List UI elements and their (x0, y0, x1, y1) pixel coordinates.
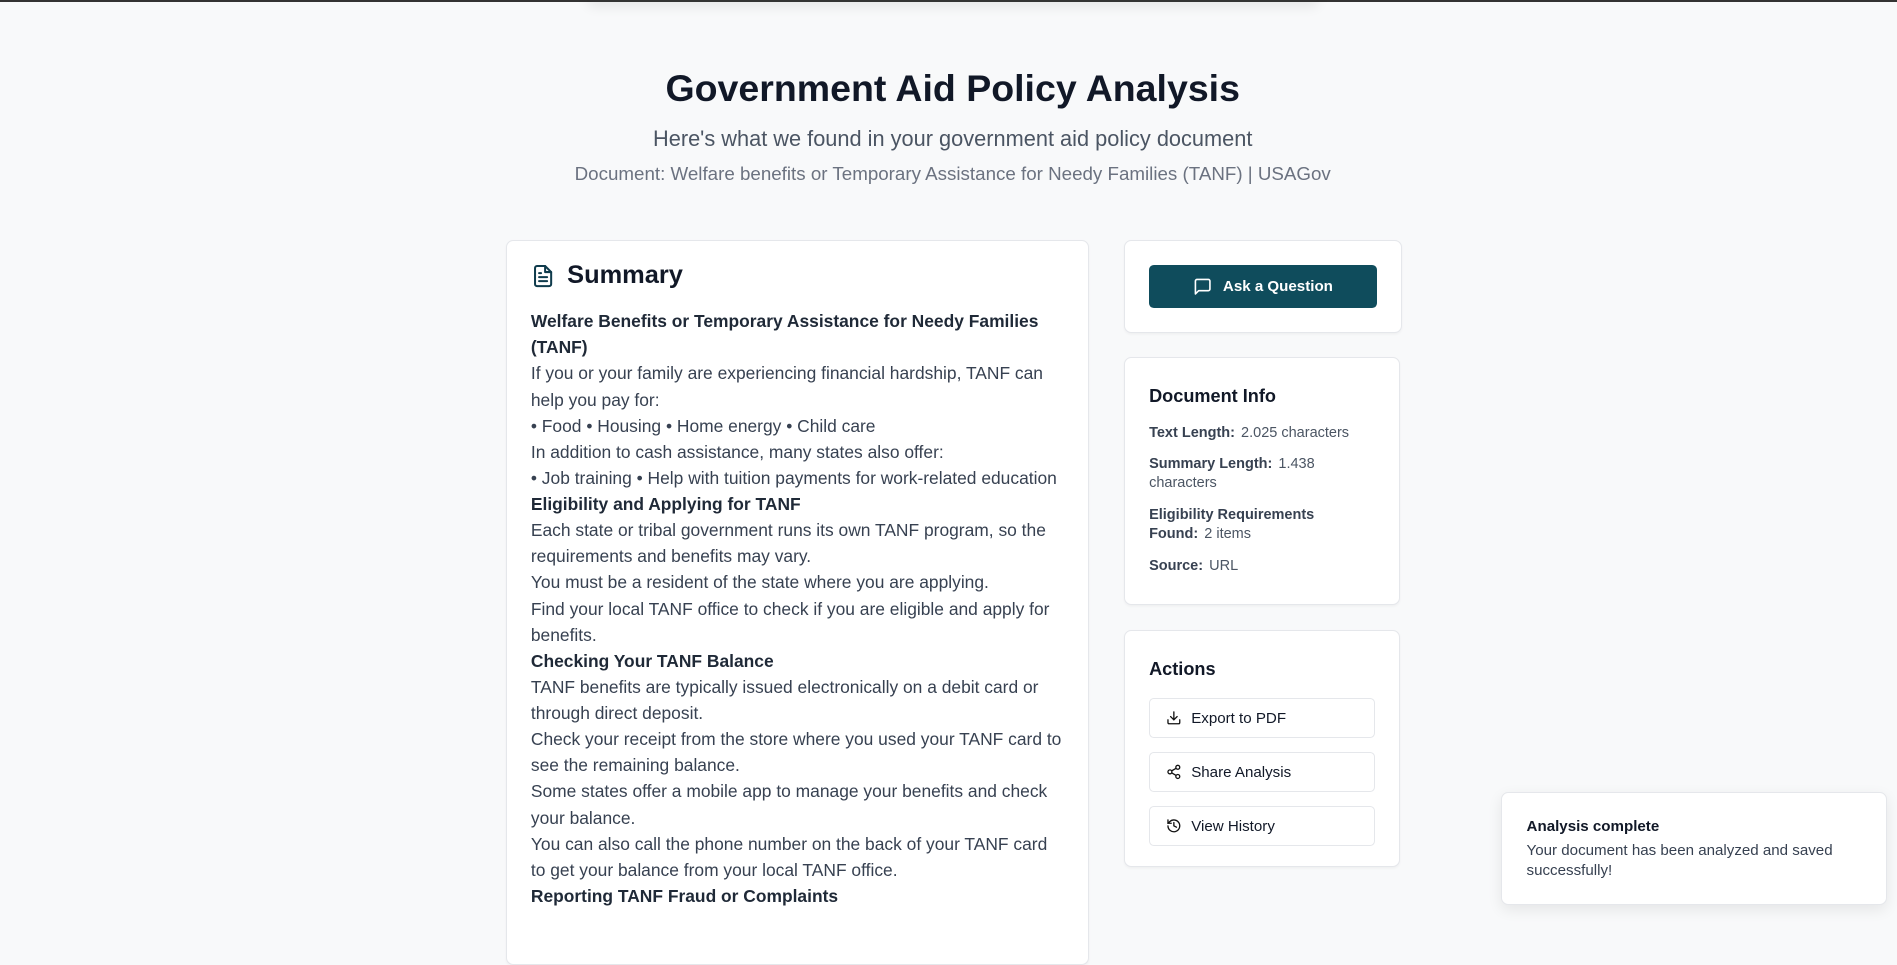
info-summary-length (1149, 455, 1374, 494)
ask-question-button[interactable] (1149, 265, 1376, 309)
info-key: Summary Length: (1149, 456, 1273, 473)
info-key: Eligibility Requirements Found: (1149, 506, 1315, 543)
summary-title: Summary (567, 261, 683, 290)
summary-heading: Welfare Benefits or Temporary Assistance for Needy Families (TANF) (530, 311, 1039, 358)
toast-notification (1501, 792, 1887, 905)
message-icon (1193, 277, 1212, 296)
toast-title: Analysis complete (1526, 817, 1660, 835)
download-icon (1166, 710, 1182, 726)
summary-heading: Checking Your TANF Balance (530, 650, 774, 671)
ask-card (1124, 240, 1402, 334)
view-history-button[interactable] (1149, 806, 1374, 846)
summary-paragraph: • Job training • Help with tuition payments for work-related education (530, 467, 1057, 488)
summary-paragraph: • Food • Housing • Home energy • Child care (530, 415, 876, 436)
summary-paragraph: You must be a resident of the state where you are applying. (530, 572, 989, 593)
page-title: Government Aid Policy Analysis (665, 66, 1240, 109)
info-value: 1.438 characters (1149, 456, 1315, 492)
summary-paragraph: You can also call the phone number on the back of your TANF card to get your balance from your local TANF office. (530, 833, 1048, 880)
info-key: Source: (1149, 557, 1204, 574)
info-text-length (1149, 424, 1374, 443)
page-subtitle: Here's what we found in your government aid policy document (653, 126, 1253, 152)
export-pdf-label: Export to PDF (1191, 709, 1287, 727)
info-key: Text Length: (1149, 424, 1235, 441)
summary-paragraph: Check your receipt from the store where you used your TANF card to see the remaining balance. (530, 729, 1062, 776)
summary-paragraph: TANF benefits are typically issued electronically on a debit card or through direct deposit. (530, 676, 1039, 724)
info-value: 2 items (1204, 526, 1251, 543)
view-history-label: View History (1191, 817, 1275, 835)
summary-paragraph: Find your local TANF office to check if you are eligible and apply for benefits. (530, 598, 1050, 645)
page-header (0, 67, 1897, 186)
summary-heading: Eligibility and Applying for TANF (530, 494, 801, 515)
actions-title: Actions (1149, 659, 1216, 680)
history-icon (1166, 818, 1182, 834)
document-name: Document: Welfare benefits or Temporary Assistance for Needy Families (TANF) | USAGov (574, 163, 1331, 185)
summary-paragraph: In addition to cash assistance, many states also offer: (530, 441, 944, 462)
toast-message: Your document has been analyzed and saved successfully! (1526, 841, 1833, 880)
export-pdf-button[interactable] (1149, 698, 1374, 738)
info-value: URL (1209, 557, 1239, 574)
info-value: 2.025 characters (1241, 424, 1350, 441)
summary-text (531, 308, 1064, 909)
summary-card (506, 240, 1089, 965)
info-eligibility (1149, 506, 1374, 545)
document-icon (531, 264, 555, 288)
summary-paragraph: If you or your family are experiencing financial hardship, TANF can help you pay for: (530, 363, 1043, 410)
summary-heading: Reporting TANF Fraud or Complaints (530, 885, 839, 906)
summary-paragraph: Some states offer a mobile app to manage your benefits and check your balance. (530, 781, 1048, 828)
ask-question-label: Ask a Question (1222, 277, 1333, 295)
info-source (1149, 557, 1374, 576)
summary-paragraph: Each state or tribal government runs its own TANF program, so the requirements and benefits may vary. (530, 520, 1046, 567)
document-info-title: Document Info (1149, 385, 1276, 406)
share-analysis-button[interactable] (1149, 752, 1374, 792)
document-info-card (1124, 357, 1400, 605)
actions-card (1124, 630, 1400, 867)
share-icon (1166, 764, 1182, 780)
share-analysis-label: Share Analysis (1191, 763, 1292, 781)
